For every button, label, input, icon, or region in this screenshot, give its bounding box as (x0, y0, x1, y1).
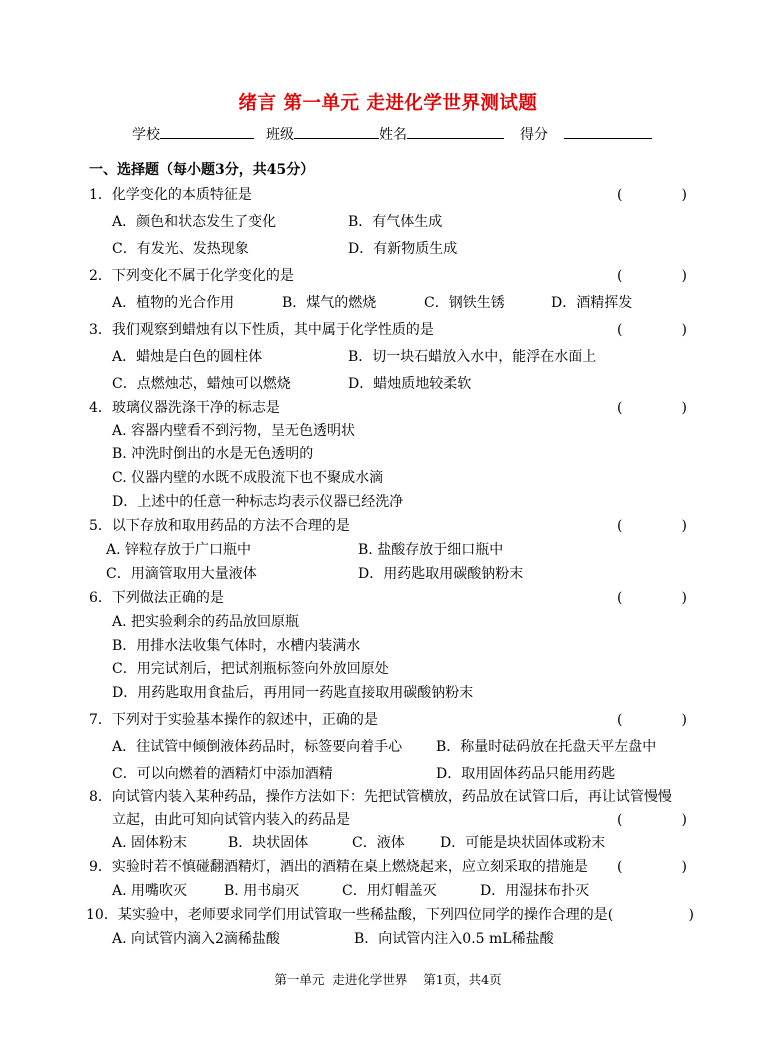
paren-open: ( (617, 518, 623, 534)
question-10-stem: 10．某实验中，老师要求同学们用试管取一些稀盐酸，下列四位同学的操作合理的是( (86, 907, 614, 923)
option-4d: D．上述中的任意一种标志均表示仪器已经洗净 (112, 494, 404, 510)
option-5a: A. 锌粒存放于广口瓶中 (106, 542, 252, 558)
paren-open: ( (617, 712, 623, 728)
score-label: 得分 (520, 127, 548, 143)
question-8-stem-cont: 立起，由此可知向试管内装入的药品是 (112, 812, 350, 828)
school-blank[interactable] (160, 124, 254, 139)
option-2d: D．酒精挥发 (551, 295, 633, 311)
option-9b: B. 用书扇灭 (224, 883, 300, 899)
option-6a: A. 把实验剩余的药品放回原瓶 (112, 614, 300, 630)
paren-open: ( (617, 187, 623, 203)
name-blank[interactable] (407, 124, 504, 139)
paren-close: ) (681, 268, 687, 284)
option-8b: B．块状固体 (228, 835, 309, 851)
option-2a: A．植物的光合作用 (112, 295, 235, 311)
class-blank[interactable] (294, 124, 379, 139)
paren-close: ) (688, 907, 694, 923)
option-5c: C．用滴管取用大量液体 (106, 566, 257, 582)
option-4c: C. 仪器内壁的水既不成股流下也不聚成水滴 (112, 470, 384, 486)
option-3d: D．蜡烛质地较柔软 (348, 376, 472, 392)
option-1d: D．有新物质生成 (348, 241, 458, 257)
option-8d: D．可能是块状固体或粉末 (440, 835, 606, 851)
option-7d: D．取用固体药品只能用药匙 (436, 766, 616, 782)
score-blank[interactable] (564, 124, 652, 139)
option-1b: B．有气体生成 (348, 214, 443, 230)
paren-close: ) (681, 859, 687, 875)
option-8a: A. 固体粉末 (112, 835, 188, 851)
option-3c: C．点燃烛芯，蜡烛可以燃烧 (112, 376, 291, 392)
option-4a: A. 容器内壁看不到污物，呈无色透明状 (112, 423, 356, 439)
paren-open: ( (617, 812, 623, 828)
question-3-stem: 3．我们观察到蜡烛有以下性质，其中属于化学性质的是 (89, 322, 434, 338)
question-1-stem: 1．化学变化的本质特征是 (89, 187, 252, 203)
option-9c: C．用灯帽盖灭 (342, 883, 437, 899)
option-2c: C．钢铁生锈 (424, 295, 505, 311)
option-5d: D．用药匙取用碳酸钠粉末 (358, 566, 524, 582)
page-footer: 第一单元 走进化学世界 第1页，共4页 (274, 972, 502, 987)
option-7b: B．称量时砝码放在托盘天平左盘中 (436, 739, 657, 755)
paren-close: ) (681, 712, 687, 728)
name-label: 姓名 (379, 127, 407, 143)
paren-close: ) (681, 187, 687, 203)
option-9d: D．用湿抹布扑灭 (480, 883, 590, 899)
option-3b: B．切一块石蜡放入水中，能浮在水面上 (348, 349, 597, 365)
option-4b: B. 冲洗时倒出的水是无色透明的 (112, 446, 314, 462)
question-5-stem: 5．以下存放和取用药品的方法不合理的是 (89, 518, 350, 534)
question-9-stem: 9．实验时若不慎碰翻酒精灯，酒出的酒精在桌上燃烧起来，应立刻采取的措施是 (89, 859, 588, 875)
school-label: 学校 (132, 127, 160, 143)
option-9a: A. 用嘴吹灭 (112, 883, 188, 899)
page-title: 绪言 第一单元 走进化学世界测试题 (238, 93, 538, 114)
option-6b: B．用排水法收集气体时，水槽内装满水 (112, 638, 361, 654)
option-10b: B．向试管内注入0.5 mL稀盐酸 (354, 931, 554, 947)
student-info-row (132, 124, 652, 144)
paren-close: ) (681, 590, 687, 606)
option-8c: C．液体 (352, 835, 405, 851)
option-6d: D．用药匙取用食盐后，再用同一药匙直接取用碳酸钠粉末 (112, 685, 474, 701)
paren-open: ( (617, 268, 623, 284)
option-2b: B．煤气的燃烧 (282, 295, 377, 311)
paren-close: ) (681, 518, 687, 534)
section-heading: 一、选择题（每小题3分，共45分） (89, 162, 315, 178)
paren-open: ( (617, 590, 623, 606)
option-6c: C．用完试剂后，把试剂瓶标签向外放回原处 (112, 661, 389, 677)
paren-close: ) (681, 812, 687, 828)
option-10a: A. 向试管内滴入2滴稀盐酸 (112, 931, 280, 947)
question-7-stem: 7．下列对于实验基本操作的叙述中，正确的是 (89, 712, 378, 728)
option-1a: A．颜色和状态发生了变化 (112, 214, 277, 230)
question-2-stem: 2．下列变化不属于化学变化的是 (89, 268, 294, 284)
paren-open: ( (617, 322, 623, 338)
option-7a: A．往试管中倾倒液体药品时，标签要向着手心 (112, 739, 403, 755)
option-5b: B. 盐酸存放于细口瓶中 (358, 542, 504, 558)
class-label: 班级 (266, 127, 294, 143)
paren-close: ) (681, 322, 687, 338)
option-3a: A．蜡烛是白色的圆柱体 (112, 349, 263, 365)
paren-close: ) (681, 400, 687, 416)
question-6-stem: 6．下列做法正确的是 (89, 590, 224, 606)
option-7c: C．可以向燃着的酒精灯中添加酒精 (112, 766, 333, 782)
question-4-stem: 4．玻璃仪器洗涤干净的标志是 (89, 400, 280, 416)
paren-open: ( (617, 859, 623, 875)
paren-open: ( (617, 400, 623, 416)
option-1c: C．有发光、发热现象 (112, 241, 249, 257)
question-8-stem: 8．向试管内装入某种药品，操作方法如下：先把试管横放，药品放在试管口后，再让试管慢慢 (89, 789, 672, 805)
